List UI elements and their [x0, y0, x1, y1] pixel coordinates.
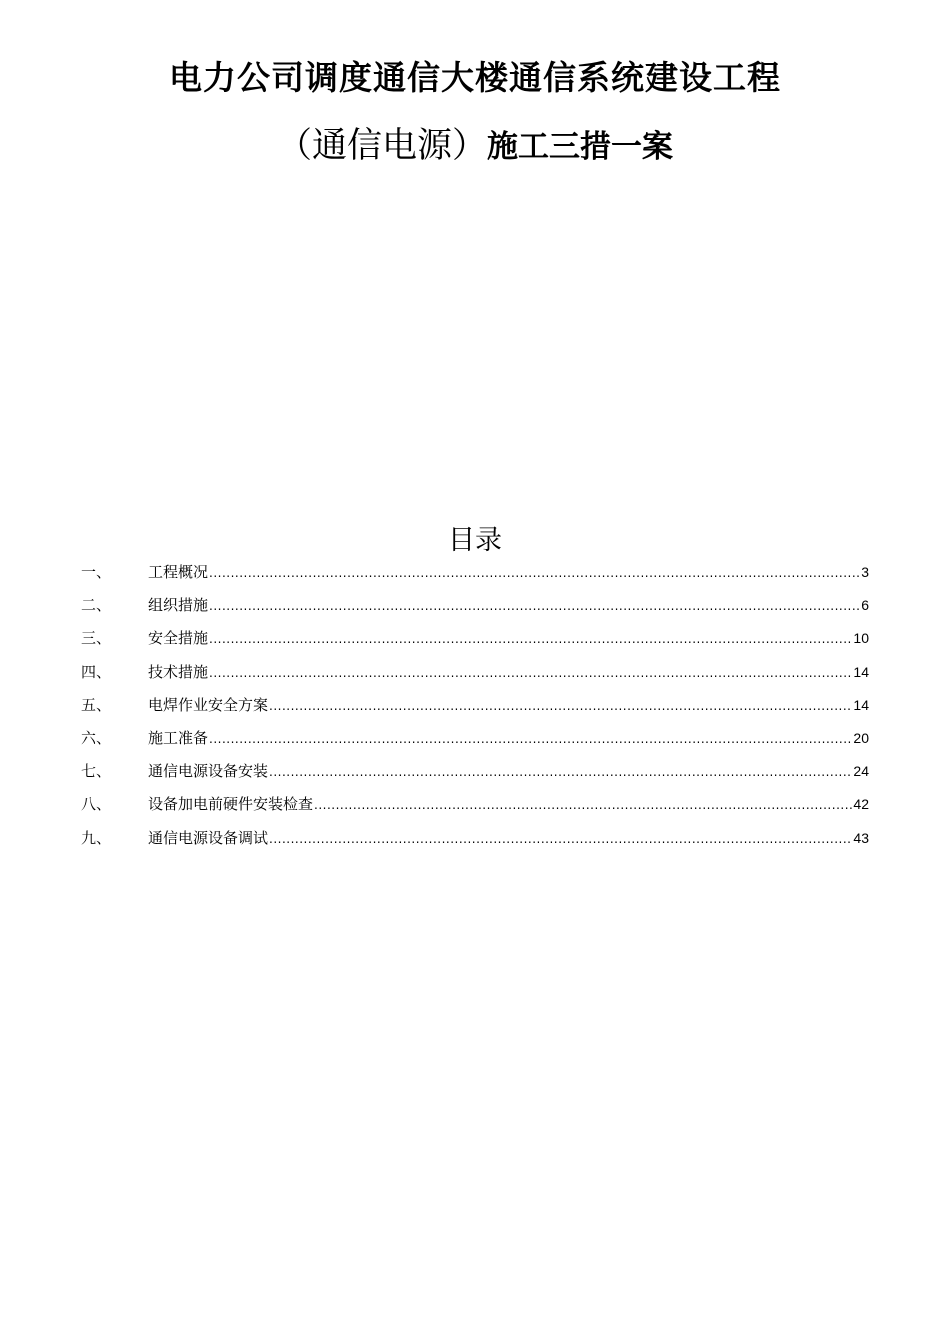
toc-entry[interactable]: [81, 625, 869, 658]
toc-leader-dots: [269, 759, 852, 785]
toc-entry-number: 九、: [81, 828, 112, 847]
toc-entry[interactable]: [81, 725, 869, 758]
toc-heading: 目录: [448, 525, 502, 556]
toc-entry-page[interactable]: 43: [853, 829, 869, 846]
toc-entry-label[interactable]: 组织措施: [148, 596, 209, 615]
toc-leader-dots: [209, 660, 852, 686]
toc-leader-dots: [269, 693, 852, 719]
toc-entry-number: 八、: [81, 795, 112, 814]
toc-entry-label[interactable]: 施工准备: [148, 728, 209, 747]
toc-entry-label[interactable]: 通信电源设备调试: [148, 828, 269, 847]
document-title-line2: [0, 122, 950, 176]
toc-leader-dots: [209, 560, 860, 586]
toc-entry-page[interactable]: 14: [853, 663, 869, 680]
toc-entry-number: 七、: [81, 762, 112, 781]
toc-entry-label[interactable]: 电焊作业安全方案: [148, 695, 269, 714]
toc-entry-page[interactable]: 42: [853, 796, 869, 813]
toc-leader-dots: [269, 826, 852, 852]
toc-entry[interactable]: [81, 559, 869, 592]
toc-leader-dots: [209, 726, 852, 752]
toc-entry-page[interactable]: 20: [853, 729, 869, 746]
toc-entry-page[interactable]: 14: [853, 696, 869, 713]
toc-entry-number: 四、: [81, 662, 112, 681]
toc-leader-dots: [209, 626, 852, 652]
document-title-subject: （通信电源）: [276, 126, 487, 166]
toc-entry-number: 二、: [81, 596, 112, 615]
toc-entry-label[interactable]: 技术措施: [148, 662, 209, 681]
toc-entry[interactable]: [81, 825, 869, 858]
table-of-contents: [81, 559, 869, 858]
toc-entry[interactable]: [81, 758, 869, 791]
toc-entry-page[interactable]: 10: [853, 630, 869, 647]
toc-leader-dots: [314, 792, 852, 818]
toc-entry[interactable]: [81, 791, 869, 824]
toc-entry-number: 三、: [81, 629, 112, 648]
toc-entry[interactable]: [81, 692, 869, 725]
toc-entry-number: 五、: [81, 695, 112, 714]
toc-entry-number: 一、: [81, 563, 112, 581]
document-title-suffix: 施工三措一案: [487, 129, 673, 165]
toc-entry-label[interactable]: 工程概况: [148, 563, 209, 581]
toc-entry-label[interactable]: 通信电源设备安装: [148, 762, 269, 781]
document-title-line1: 电力公司调度通信大楼通信系统建设工程: [169, 58, 781, 97]
toc-entry[interactable]: [81, 592, 869, 625]
toc-leader-dots: [209, 593, 860, 619]
toc-entry-number: 六、: [81, 728, 112, 747]
toc-entry[interactable]: [81, 659, 869, 692]
toc-entry-label[interactable]: 安全措施: [148, 629, 209, 648]
toc-entry-label[interactable]: 设备加电前硬件安装检查: [148, 795, 314, 814]
toc-entry-page[interactable]: 24: [853, 763, 869, 780]
toc-entry-page[interactable]: 3: [861, 564, 869, 580]
toc-entry-page[interactable]: 6: [861, 597, 869, 614]
